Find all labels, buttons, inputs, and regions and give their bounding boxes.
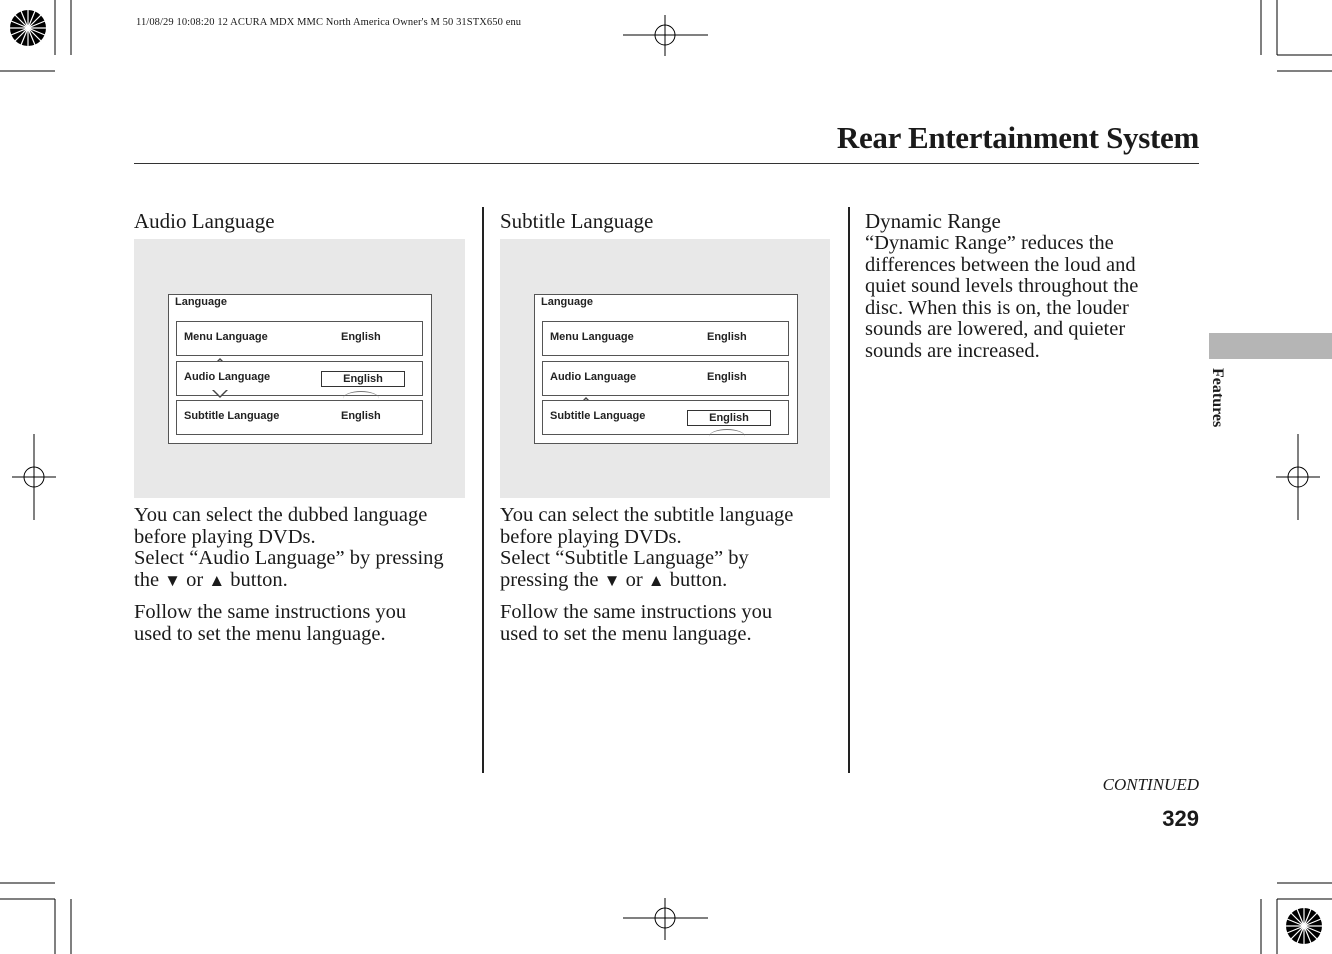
text-line: before playing DVDs. bbox=[500, 525, 682, 548]
text-line: Select “Subtitle Language” by bbox=[500, 547, 749, 570]
continued-label: CONTINUED bbox=[1102, 775, 1199, 794]
page-number: 329 bbox=[1162, 806, 1199, 831]
dynamic-range-description bbox=[865, 233, 1195, 363]
row-label: Audio Language bbox=[550, 371, 637, 383]
up-button-icon: ▲ bbox=[647, 570, 665, 590]
row-label: Subtitle Language bbox=[184, 410, 280, 422]
subtitle-language-instructions bbox=[500, 505, 840, 591]
text-line: Follow the same instructions you bbox=[134, 601, 407, 623]
text-fragment: or bbox=[186, 568, 204, 591]
row-value: English bbox=[341, 331, 381, 343]
language-menu-panel bbox=[168, 294, 432, 444]
audio-language-screen-figure bbox=[134, 239, 465, 498]
subtitle-language-screen-figure bbox=[500, 239, 830, 498]
text-line: differences between the loud and bbox=[865, 253, 1136, 276]
down-button-icon: ▼ bbox=[164, 570, 181, 590]
down-arrow-icon bbox=[212, 390, 228, 398]
section-side-tab bbox=[1209, 333, 1332, 359]
row-value-selected: English bbox=[321, 371, 405, 387]
menu-language-row bbox=[176, 321, 423, 356]
text-line: disc. When this is on, the louder bbox=[865, 296, 1129, 319]
subtitle-language-followup bbox=[500, 602, 840, 645]
section-heading-dynamic-range: Dynamic Range bbox=[865, 209, 1001, 233]
text-fragment: or bbox=[625, 568, 643, 591]
print-info: 11/08/29 10:08:20 12 ACURA MDX MMC North America Owner's M 50 31STX650 enu bbox=[136, 17, 522, 28]
down-button-icon: ▼ bbox=[603, 570, 621, 590]
section-heading-audio-language: Audio Language bbox=[134, 209, 275, 233]
selection-arc-icon bbox=[709, 429, 745, 444]
title-rule bbox=[134, 163, 1199, 164]
subtitle-language-row bbox=[176, 400, 423, 435]
audio-language-instructions bbox=[134, 505, 474, 591]
page-title: Rear Entertainment System bbox=[836, 120, 1199, 155]
text-line: before playing DVDs. bbox=[134, 525, 316, 548]
audio-language-row bbox=[542, 361, 789, 396]
audio-language-followup bbox=[134, 602, 474, 645]
panel-title: Language bbox=[541, 296, 593, 308]
row-label: Audio Language bbox=[184, 371, 271, 383]
column-divider bbox=[848, 207, 850, 773]
panel-title: Language bbox=[175, 296, 227, 308]
text-line: You can select the dubbed language bbox=[134, 504, 428, 526]
text-fragment: button. bbox=[669, 568, 728, 591]
text-line: Select “Audio Language” by pressing bbox=[134, 547, 444, 570]
row-label: Menu Language bbox=[550, 331, 634, 343]
subtitle-language-row bbox=[542, 400, 789, 435]
section-side-label: Features bbox=[1209, 368, 1226, 428]
text-fragment: button. bbox=[230, 568, 288, 591]
row-label: Subtitle Language bbox=[550, 410, 646, 422]
text-fragment: the bbox=[134, 568, 160, 591]
section-heading-subtitle-language: Subtitle Language bbox=[500, 209, 654, 233]
text-line: quiet sound levels throughout the bbox=[865, 275, 1139, 298]
menu-language-row bbox=[542, 321, 789, 356]
text-line: Follow the same instructions you bbox=[500, 601, 773, 623]
column-divider bbox=[482, 207, 484, 773]
text-line bbox=[134, 570, 474, 592]
text-line: “Dynamic Range” reduces the bbox=[865, 232, 1114, 254]
row-value-selected: English bbox=[687, 410, 771, 426]
text-line: You can select the subtitle language bbox=[500, 504, 794, 526]
text-line: used to set the menu language. bbox=[500, 622, 752, 645]
text-line: sounds are lowered, and quieter bbox=[865, 318, 1126, 341]
row-label: Menu Language bbox=[184, 331, 268, 343]
text-line: sounds are increased. bbox=[865, 339, 1040, 362]
row-value: English bbox=[707, 371, 747, 383]
text-fragment: pressing the bbox=[500, 568, 599, 591]
up-button-icon: ▲ bbox=[208, 570, 226, 590]
text-line bbox=[500, 570, 840, 592]
language-menu-panel bbox=[534, 294, 798, 444]
row-value: English bbox=[707, 331, 747, 343]
row-value: English bbox=[341, 410, 381, 422]
text-line: used to set the menu language. bbox=[134, 622, 386, 645]
